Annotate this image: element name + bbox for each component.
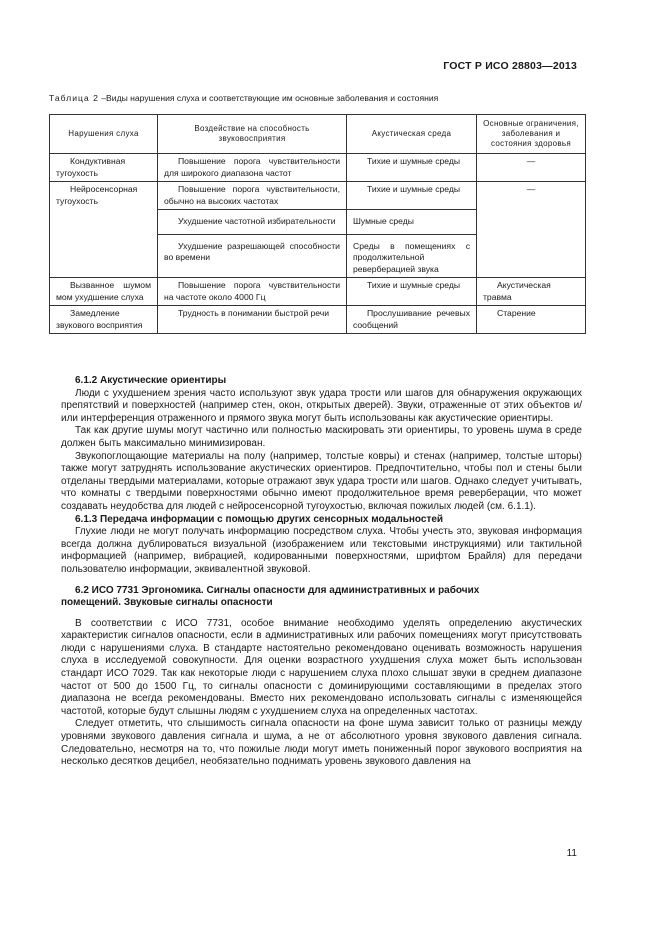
table-cell: Прослушивание речевых сообщений — [347, 306, 477, 334]
paragraph: Следует отметить, что слышимость сигнала опасности на фоне шума зависит только от разницы между уровнями звукового давления сигнала и шума, а не от абсолютного уровня звукового давления сигнала. Следовательно, несмотря на то, что пожилые люди могут иметь пониженный порог звукового восприятия на несколько десятков децибел, необязательно поднимать уровень звукового давления на — [61, 718, 582, 768]
paragraph: Звукопоглощающие материалы на полу (например, толстые ковры) и стенах (например, толстые шторы) также могут затруднять использование акустических ориентиров. Предпочтительно, чтобы пол и стены были отделаны твердыми материалами, которые отражают звук удара трости или шагов. Однако следует учитывать, что комнаты с твердыми поверхностями обычно имеют продолжительное время реверберации, что может создавать неудобства для людей с нейросенсорной тугоухостью, включая пожилых людей (см. 6.1.1). — [61, 450, 582, 512]
table-cell: Повышение порога чувствительности на частоте около 4000 Гц — [158, 278, 347, 306]
table-cell: Тихие и шумные среды — [347, 154, 477, 182]
hearing-impairment-table — [49, 114, 586, 334]
section-heading: 6.1.3 Передача информации с помощью других сенсорных модальностей — [75, 513, 444, 525]
table-caption-text: –Виды нарушения слуха и соответствующие им основные заболевания и состояния — [98, 93, 439, 103]
paragraph: Люди с ухудшением зрения часто используют звук удара трости или шагов для обнаружения окружающих препятствий и поверхностей (например стен, окон, открытых дверей). Звуки, отраженные от этих объектов и/или интерференция отраженного и прямого звука могут быть использованы как акустические ориентиры. — [61, 387, 582, 424]
table-row — [50, 182, 586, 210]
page-number: 11 — [566, 848, 577, 859]
table-cell: Ухудшение разрешающей способности во времени — [158, 234, 347, 278]
table-caption-label: Таблица 2 — [49, 93, 99, 103]
section-heading: 6.2 ИСО 7731 Эргономика. Сигналы опасности для административных и рабочих — [75, 584, 480, 596]
body-text — [61, 375, 582, 769]
table-cell: Вызванное шумом мом ухудшение слуха — [50, 278, 158, 306]
table-row — [50, 278, 586, 306]
table-cell: Тихие и шумные среды — [347, 182, 477, 210]
paragraph: Глухие люди не могут получать информацию посредством слуха. Чтобы учесть это, звуковая информация всегда должна дублироваться визуальной (изображением или текстовыми инструкциями) или тактильной информацией (например, вибрацией, кодированными поверхностями, шрифтом Брайля) для передачи пользователю информации, эквивалентной звуковой. — [61, 526, 582, 575]
header-cell: Нарушения слуха — [50, 115, 158, 154]
paragraph: Так как другие шумы могут частично или полностью маскировать эти ориентиры, то уровень шума в среде должен быть максимально минимизирован. — [61, 425, 582, 449]
table-cell: Повышение порога чувствительности для широкого диапазона частот — [158, 154, 347, 182]
table-cell: Среды в помещениях с продолжительной реверберацией звука — [347, 234, 477, 278]
table-caption — [49, 93, 438, 103]
section-heading: 6.1.2 Акустические ориентиры — [75, 375, 227, 386]
header-cell: Основные ограничения, заболевания и состояния здоровья — [477, 115, 586, 154]
table-row — [50, 154, 586, 182]
table-cell: Шумные среды — [347, 210, 477, 235]
table-cell: Нейросенсорная тугоухость — [50, 182, 158, 278]
table-cell: Ухудшение частотной избирательности — [158, 210, 347, 235]
table-cell: Акустическая травма — [477, 278, 586, 306]
table-cell: Старение — [477, 306, 586, 334]
table-cell: Трудность в понимании быстрой речи — [158, 306, 347, 334]
standard-number: ГОСТ Р ИСО 28803—2013 — [443, 60, 577, 72]
table-cell: Кондуктивная тугоухость — [50, 154, 158, 182]
section-heading-continued: помещений. Звуковые сигналы опасности — [61, 597, 273, 609]
table-cell: Замедление звукового восприятия — [50, 306, 158, 334]
table-header-row — [50, 115, 586, 154]
table-cell: — — [477, 182, 586, 278]
table-cell: Тихие и шумные среды — [347, 278, 477, 306]
paragraph: В соответствии с ИСО 7731, особое внимание необходимо уделять определению акустических характеристик сигналов опасности, если в административных или рабочих помещениях могут присутствовать люди с нарушениями слуха. В стандарте настоятельно рекомендовано оценивать возможность нарушения слуха в исследуемой совокупности. Для оценки возрастного ухудшения слуха может быть использован стандарт ИСО 7029. Так как некоторые люди с нарушением слуха плохо слышат звуки в среднем диапазоне частот от 500 до 1500 Гц, то сигналы опасности с доминирующими составляющими в пределах этого диапазона не всегда рекомендованы. Вместо них рекомендовано использовать сигналы с изменяющейся частотой, которые будут слышны людям с ухудшением слуха на определенных частотах. — [61, 617, 582, 717]
table-cell: Повышение порога чувствительности, обычно на высоких частотах — [158, 182, 347, 210]
header-cell: Акустическая среда — [347, 115, 477, 154]
table-cell: — — [477, 154, 586, 182]
header-cell: Воздействие на способность звуковосприятия — [158, 115, 347, 154]
table-row — [50, 306, 586, 334]
